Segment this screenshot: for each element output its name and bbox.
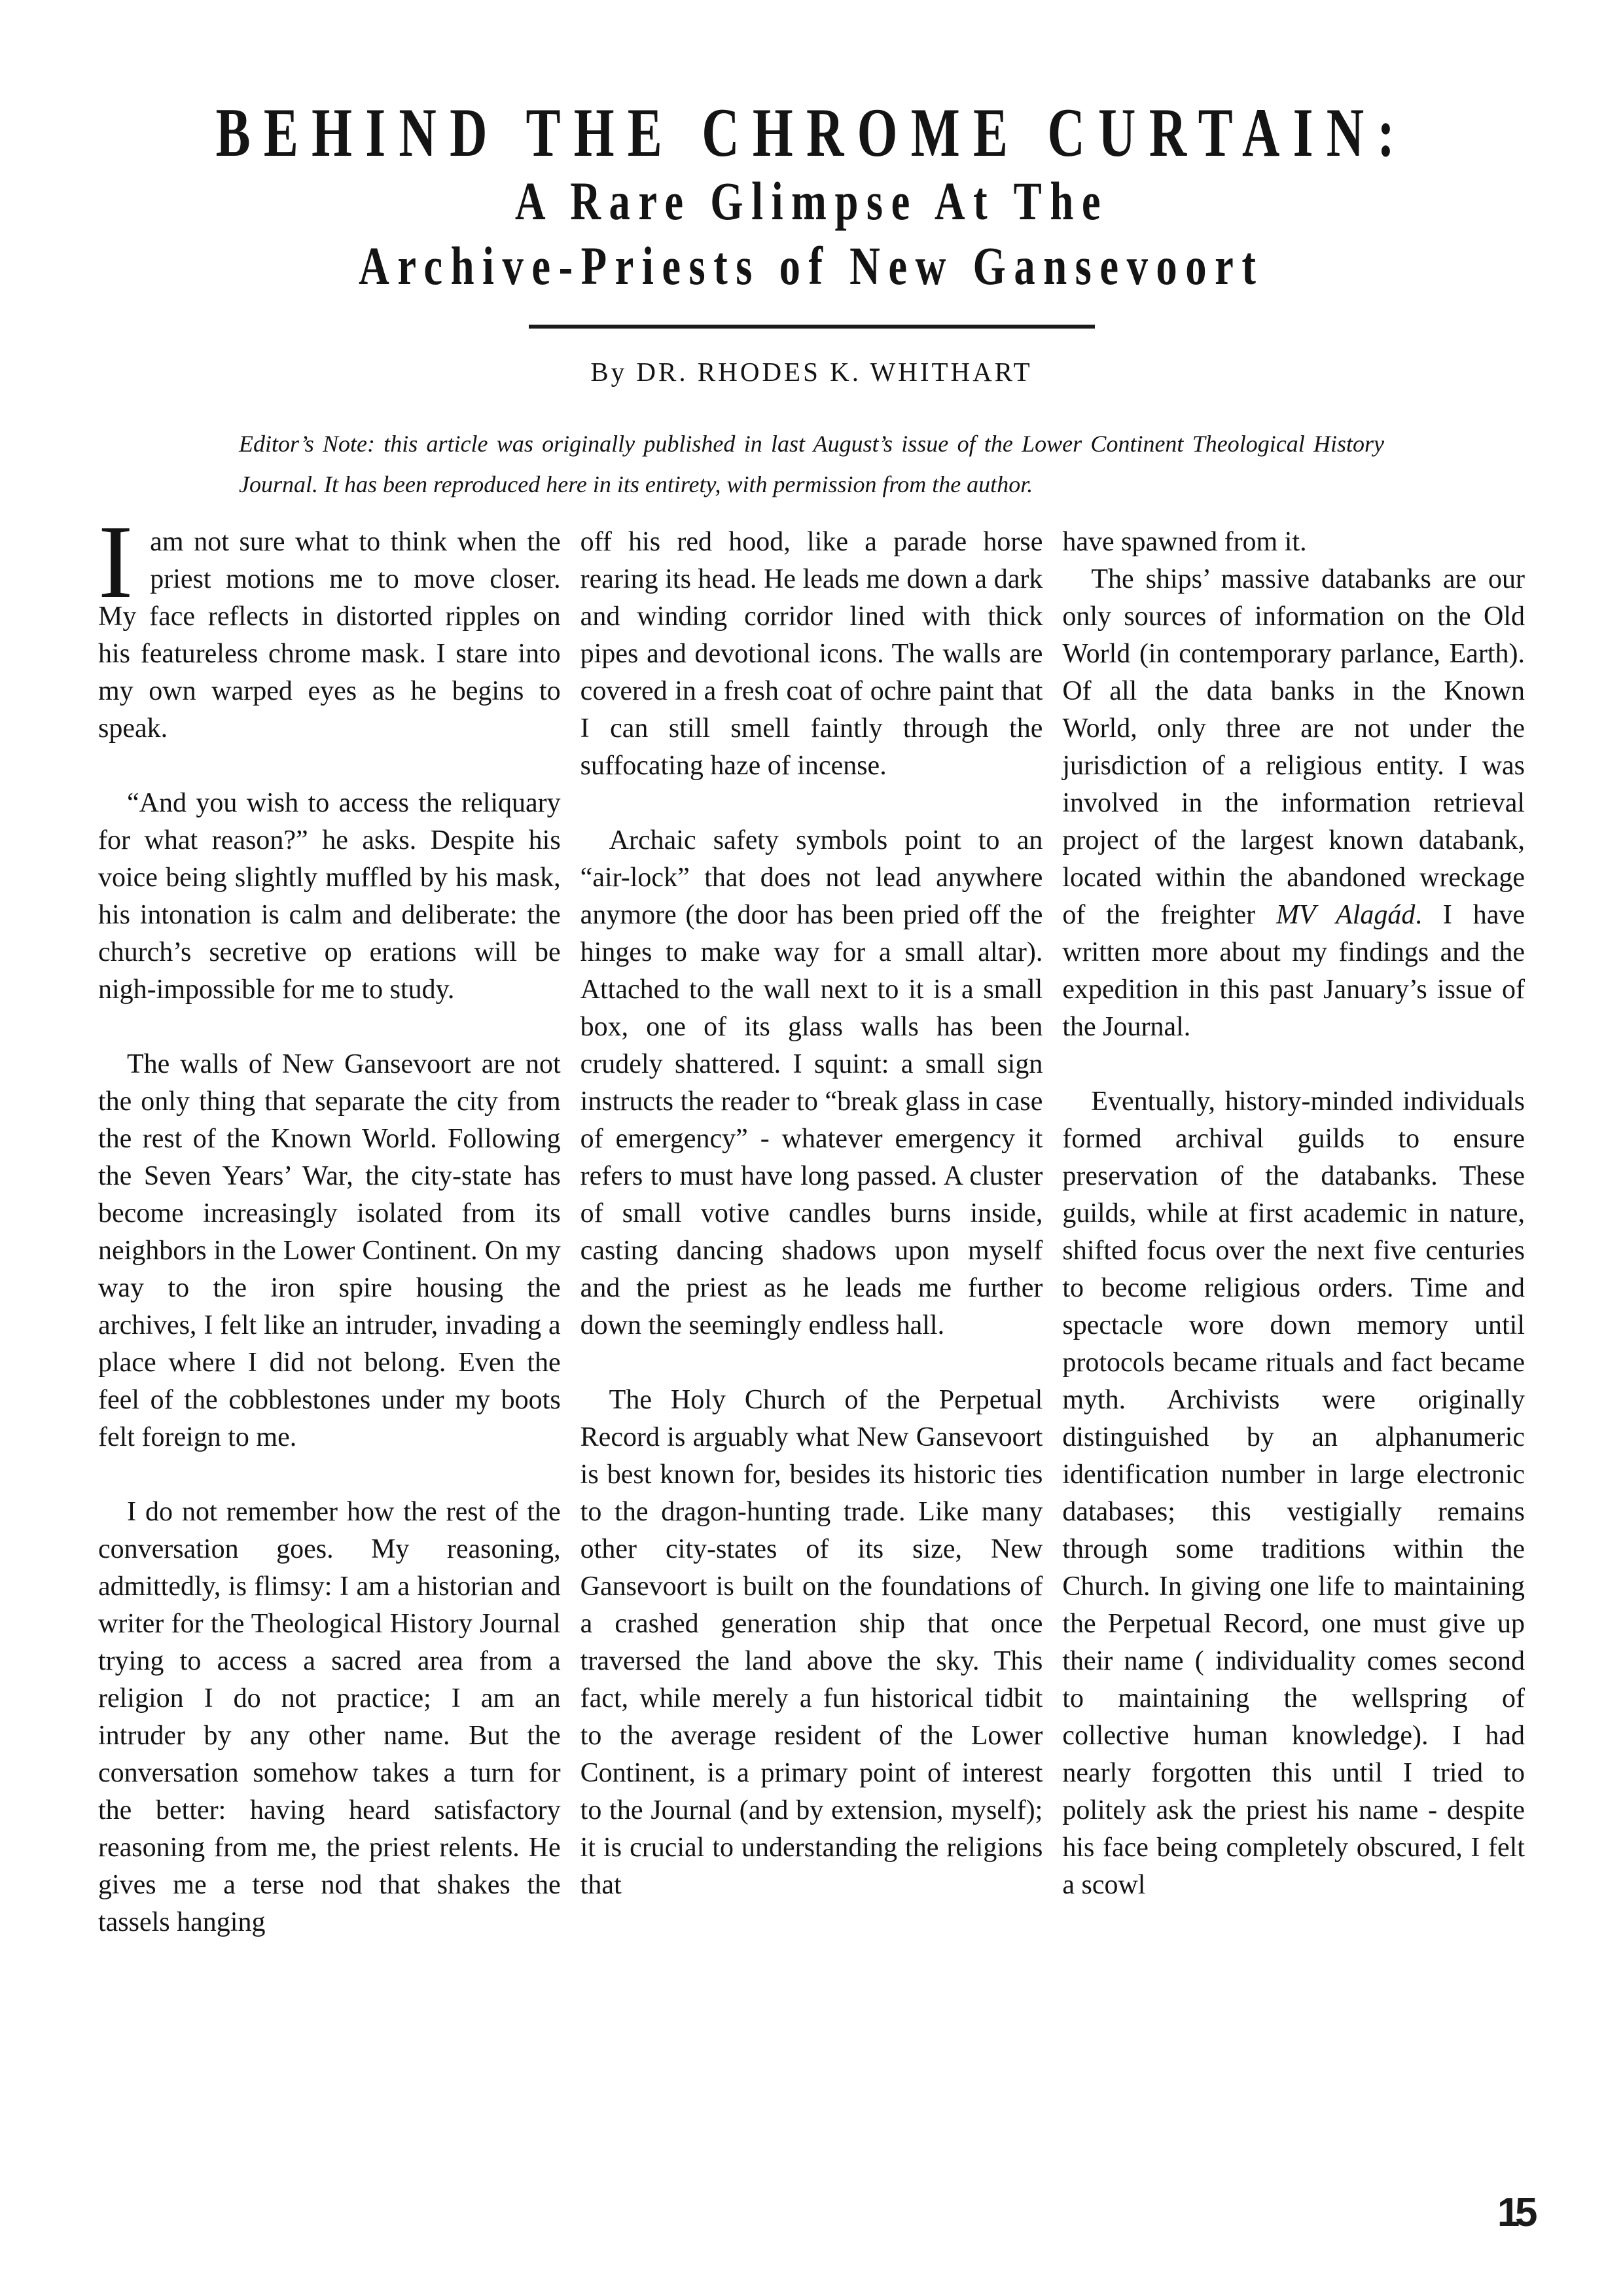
column-2 [580, 524, 1043, 1941]
editors-note: Editor’s Note: this article was originally published in last August’s issue of the Lower Continent Theological History Journal. It has been reproduced here in its entirety, with permission from the author. [239, 431, 1384, 498]
column-3 [1062, 524, 1525, 1941]
paragraph: Eventually, history-minded individuals formed archival guilds to ensure preservation of the databanks. These guilds, while at first academic in nature, shifted focus over the next five centuries to become religious orders. Time and spectacle wore down memory until protocols became rituals and fact became myth. Archivists were originally distinguished by an alphanumeric identification number in large electronic databases; this vestigially remains through some traditions within the Church. In giving one life to maintaining the Perpetual Record, one must give up their name ( individuality comes second to maintaining the wellspring of collective human knowledge). I had nearly forgotten this until I tried to politely ask the priest his name - despite his face being completely obscured, I felt a scowl [1062, 1086, 1525, 1900]
paragraph: have spawned from it. [1062, 527, 1307, 557]
drop-cap: I [98, 503, 134, 620]
paragraph [1062, 561, 1525, 1046]
column-1 [98, 503, 561, 1941]
title-line-1: BEHIND THE CHROME CURTAIN: [215, 94, 1408, 171]
byline: By DR. RHODES K. WHITHART [590, 357, 1033, 387]
paragraph [98, 503, 561, 747]
paragraph: The walls of New Gansevoort are not the only thing that separate the city from the rest of the Known World. Following the Seven Years’ War, the city-state has become increasingly isolated from its neighbors in the Lower Continent. On my way to the iron spire housing the archives, I felt like an intruder, invading a place where I did not belong. Even the feel of the cobblestones under my boots felt foreign to me. [98, 1049, 561, 1452]
title-line-2: A Rare Glimpse At The [514, 171, 1109, 231]
title-line-3: Archive-Priests of New Gansevoort [359, 236, 1264, 296]
paragraph: The Holy Church of the Perpetual Record is arguably what New Gansevoort is best known for, besides its historic ties to the dragon-hunting trade. Like many other city-states of its size, New Gansevoort is built on the foundations of a crashed generation ship that once traversed the land above the sky. This fact, while merely a fun historical tidbit to the average resident of the Lower Continent, is a primary point of interest to the Journal (and by extension, myself); it is crucial to understanding the religions that [580, 1385, 1043, 1900]
title-divider [529, 325, 1095, 329]
paragraph: I do not remember how the rest of the conversation goes. My reasoning, admittedly, is flimsy: I am a historian and writer for the Theological History Journal trying to access a sacred area from a religion I do not practice; I am an intruder by any other name. But the conversation somehow takes a turn for the better: having heard satisfactory reasoning from me, the priest relents. He gives me a terse nod that shakes the tassels hanging [98, 1497, 561, 1937]
paragraph: “And you wish to access the reliquary for what reason?” he asks. Despite his voice being slightly muffled by his mask, his intonation is calm and deliberate: the church’s secretive op erations will be nigh-impossible for me to study. [98, 788, 561, 1005]
paragraph: off his red hood, like a parade horse rearing its head. He leads me down a dark and winding corridor lined with thick pipes and devotional icons. The walls are covered in a fresh coat of ochre paint that I can still smell faintly through the suffocating haze of incense. [580, 527, 1043, 781]
paragraph: Archaic safety symbols point to an “air-lock” that does not lead anywhere anymore (the door has been pried off the hinges to make way for a small altar). Attached to the wall next to it is a small box, one of its glass walls has been crudely shattered. I squint: a small sign instructs the reader to “break glass in case of emergency” - whatever emergency it refers to must have long passed. A cluster of small votive candles burns inside, casting dancing shadows upon myself and the priest as he leads me further down the seemingly endless hall. [580, 825, 1043, 1340]
article-title [0, 94, 1623, 296]
freighter-name: MV Alagád [1276, 900, 1416, 930]
paragraph-text: The ships’ massive databanks are our only sources of information on the Old World (in contemporary parlance, Earth). Of all the data banks in the Known World, only three are not under the jurisdiction of a religious entity. I was involved in the information retrieval project of the largest known databank, located within the abandoned wreckage of the freighter [1062, 564, 1525, 930]
paragraph-text: am not sure what to think when the priest motions me to move closer. My face reflects in distorted ripples on his featureless chrome mask. I stare into my own warped eyes as he begins to speak. [98, 527, 561, 744]
paragraph-text: . I have written more about my findings and the expedition in this past January’s issue of the Journal. [1062, 900, 1525, 1042]
page-number: 15 [1497, 2190, 1533, 2235]
article-body [98, 503, 1525, 1941]
article-header [0, 0, 1623, 505]
